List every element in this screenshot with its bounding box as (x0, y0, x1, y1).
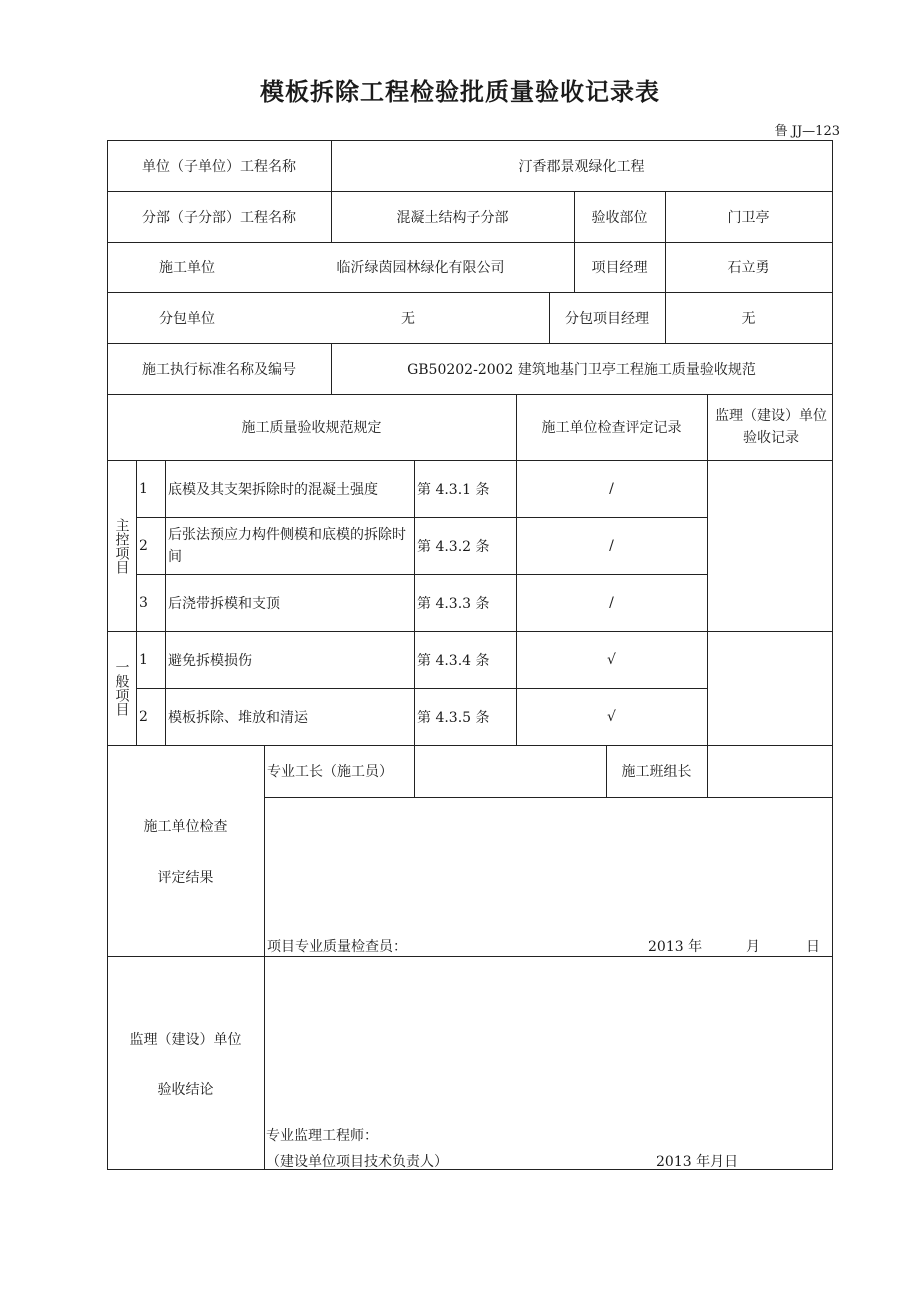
main-item-2-no: 2 (139, 537, 148, 554)
supervisor-engineer-label: 专业监理工程师： (266, 1128, 378, 1144)
general-item-1-clause: 第 4.3.4 条 (417, 652, 490, 669)
foreman-label: 专业工长（施工员） (267, 764, 393, 780)
main-item-1-result: / (609, 480, 614, 497)
owner-tech-lead-label: （建设单位项目技术负责人） (266, 1154, 448, 1170)
unit-project-value: 汀香郡景观绿化工程 (518, 158, 645, 175)
general-group-label: 一般项目 (113, 660, 130, 716)
main-item-1-no: 1 (139, 480, 148, 497)
main-item-1-desc: 底模及其支架拆除时的混凝土强度 (168, 481, 378, 498)
contractor-value: 临沂绿茵园林绿化有限公司 (336, 260, 505, 276)
main-item-2-clause: 第 4.3.2 条 (417, 538, 490, 555)
form-code: 鲁 JJ—123 (774, 124, 840, 139)
check-month: 月 (746, 939, 760, 955)
main-item-3-desc: 后浇带拆模和支顶 (168, 595, 280, 612)
supervisor-date: 2013 年月日 (656, 1154, 739, 1170)
sub-manager-value: 无 (741, 310, 756, 327)
subcontractor-value: 无 (401, 310, 415, 327)
supervisor-record-column-header: 监理（建设）单位验收记录 (715, 408, 827, 446)
general-item-1-no: 1 (139, 651, 148, 668)
general-item-2-no: 2 (139, 708, 148, 725)
check-day: 日 (806, 939, 820, 955)
subcontractor-label: 分包单位 (159, 310, 215, 327)
main-control-group-label: 主控项目 (113, 517, 130, 574)
contractor-check-label-line1: 施工单位检查 (143, 819, 228, 835)
spec-column-header: 施工质量验收规范规定 (241, 420, 382, 436)
manager-value: 石立勇 (727, 260, 770, 276)
sub-project-label: 分部（子分部）工程名称 (142, 209, 296, 226)
main-item-3-clause: 第 4.3.3 条 (417, 595, 490, 612)
unit-project-label: 单位（子单位）工程名称 (142, 158, 296, 175)
standard-label: 施工执行标准名称及编号 (142, 361, 296, 378)
general-item-1-result: √ (607, 651, 616, 668)
inspection-part-label: 验收部位 (591, 209, 648, 226)
main-item-3-result: / (609, 594, 614, 611)
contractor-label: 施工单位 (159, 260, 215, 276)
team-leader-label: 施工班组长 (621, 764, 692, 780)
supervisor-conclusion-label-line2: 验收结论 (157, 1082, 214, 1098)
inspection-part-value: 门卫亭 (727, 209, 770, 226)
check-year: 2013 年 (648, 939, 703, 955)
document-title: 模板拆除工程检验批质量验收记录表 (260, 78, 660, 106)
standard-value: GB50202-2002 建筑地基门卫亭工程施工质量验收规范 (407, 361, 756, 378)
sub-manager-label: 分包项目经理 (565, 310, 649, 327)
sub-project-value: 混凝土结构子分部 (396, 209, 509, 226)
manager-label: 项目经理 (591, 260, 648, 276)
main-item-1-clause: 第 4.3.1 条 (417, 481, 490, 498)
main-item-3-no: 3 (139, 594, 148, 611)
general-item-2-result: √ (607, 708, 616, 725)
main-item-2-result: / (609, 537, 614, 554)
general-item-2-desc: 模板拆除、堆放和清运 (168, 709, 308, 726)
general-item-1-desc: 避免拆模损伤 (168, 652, 252, 669)
general-item-2-clause: 第 4.3.5 条 (417, 709, 490, 726)
supervisor-conclusion-label-line1: 监理（建设）单位 (129, 1032, 242, 1048)
contractor-check-label-line2: 评定结果 (157, 870, 214, 886)
contractor-record-column-header: 施工单位检查评定记录 (541, 420, 682, 436)
main-item-2-desc: 后张法预应力构件侧模和底模的拆除时间 (168, 526, 406, 565)
inspector-label: 项目专业质量检查员： (267, 939, 407, 955)
